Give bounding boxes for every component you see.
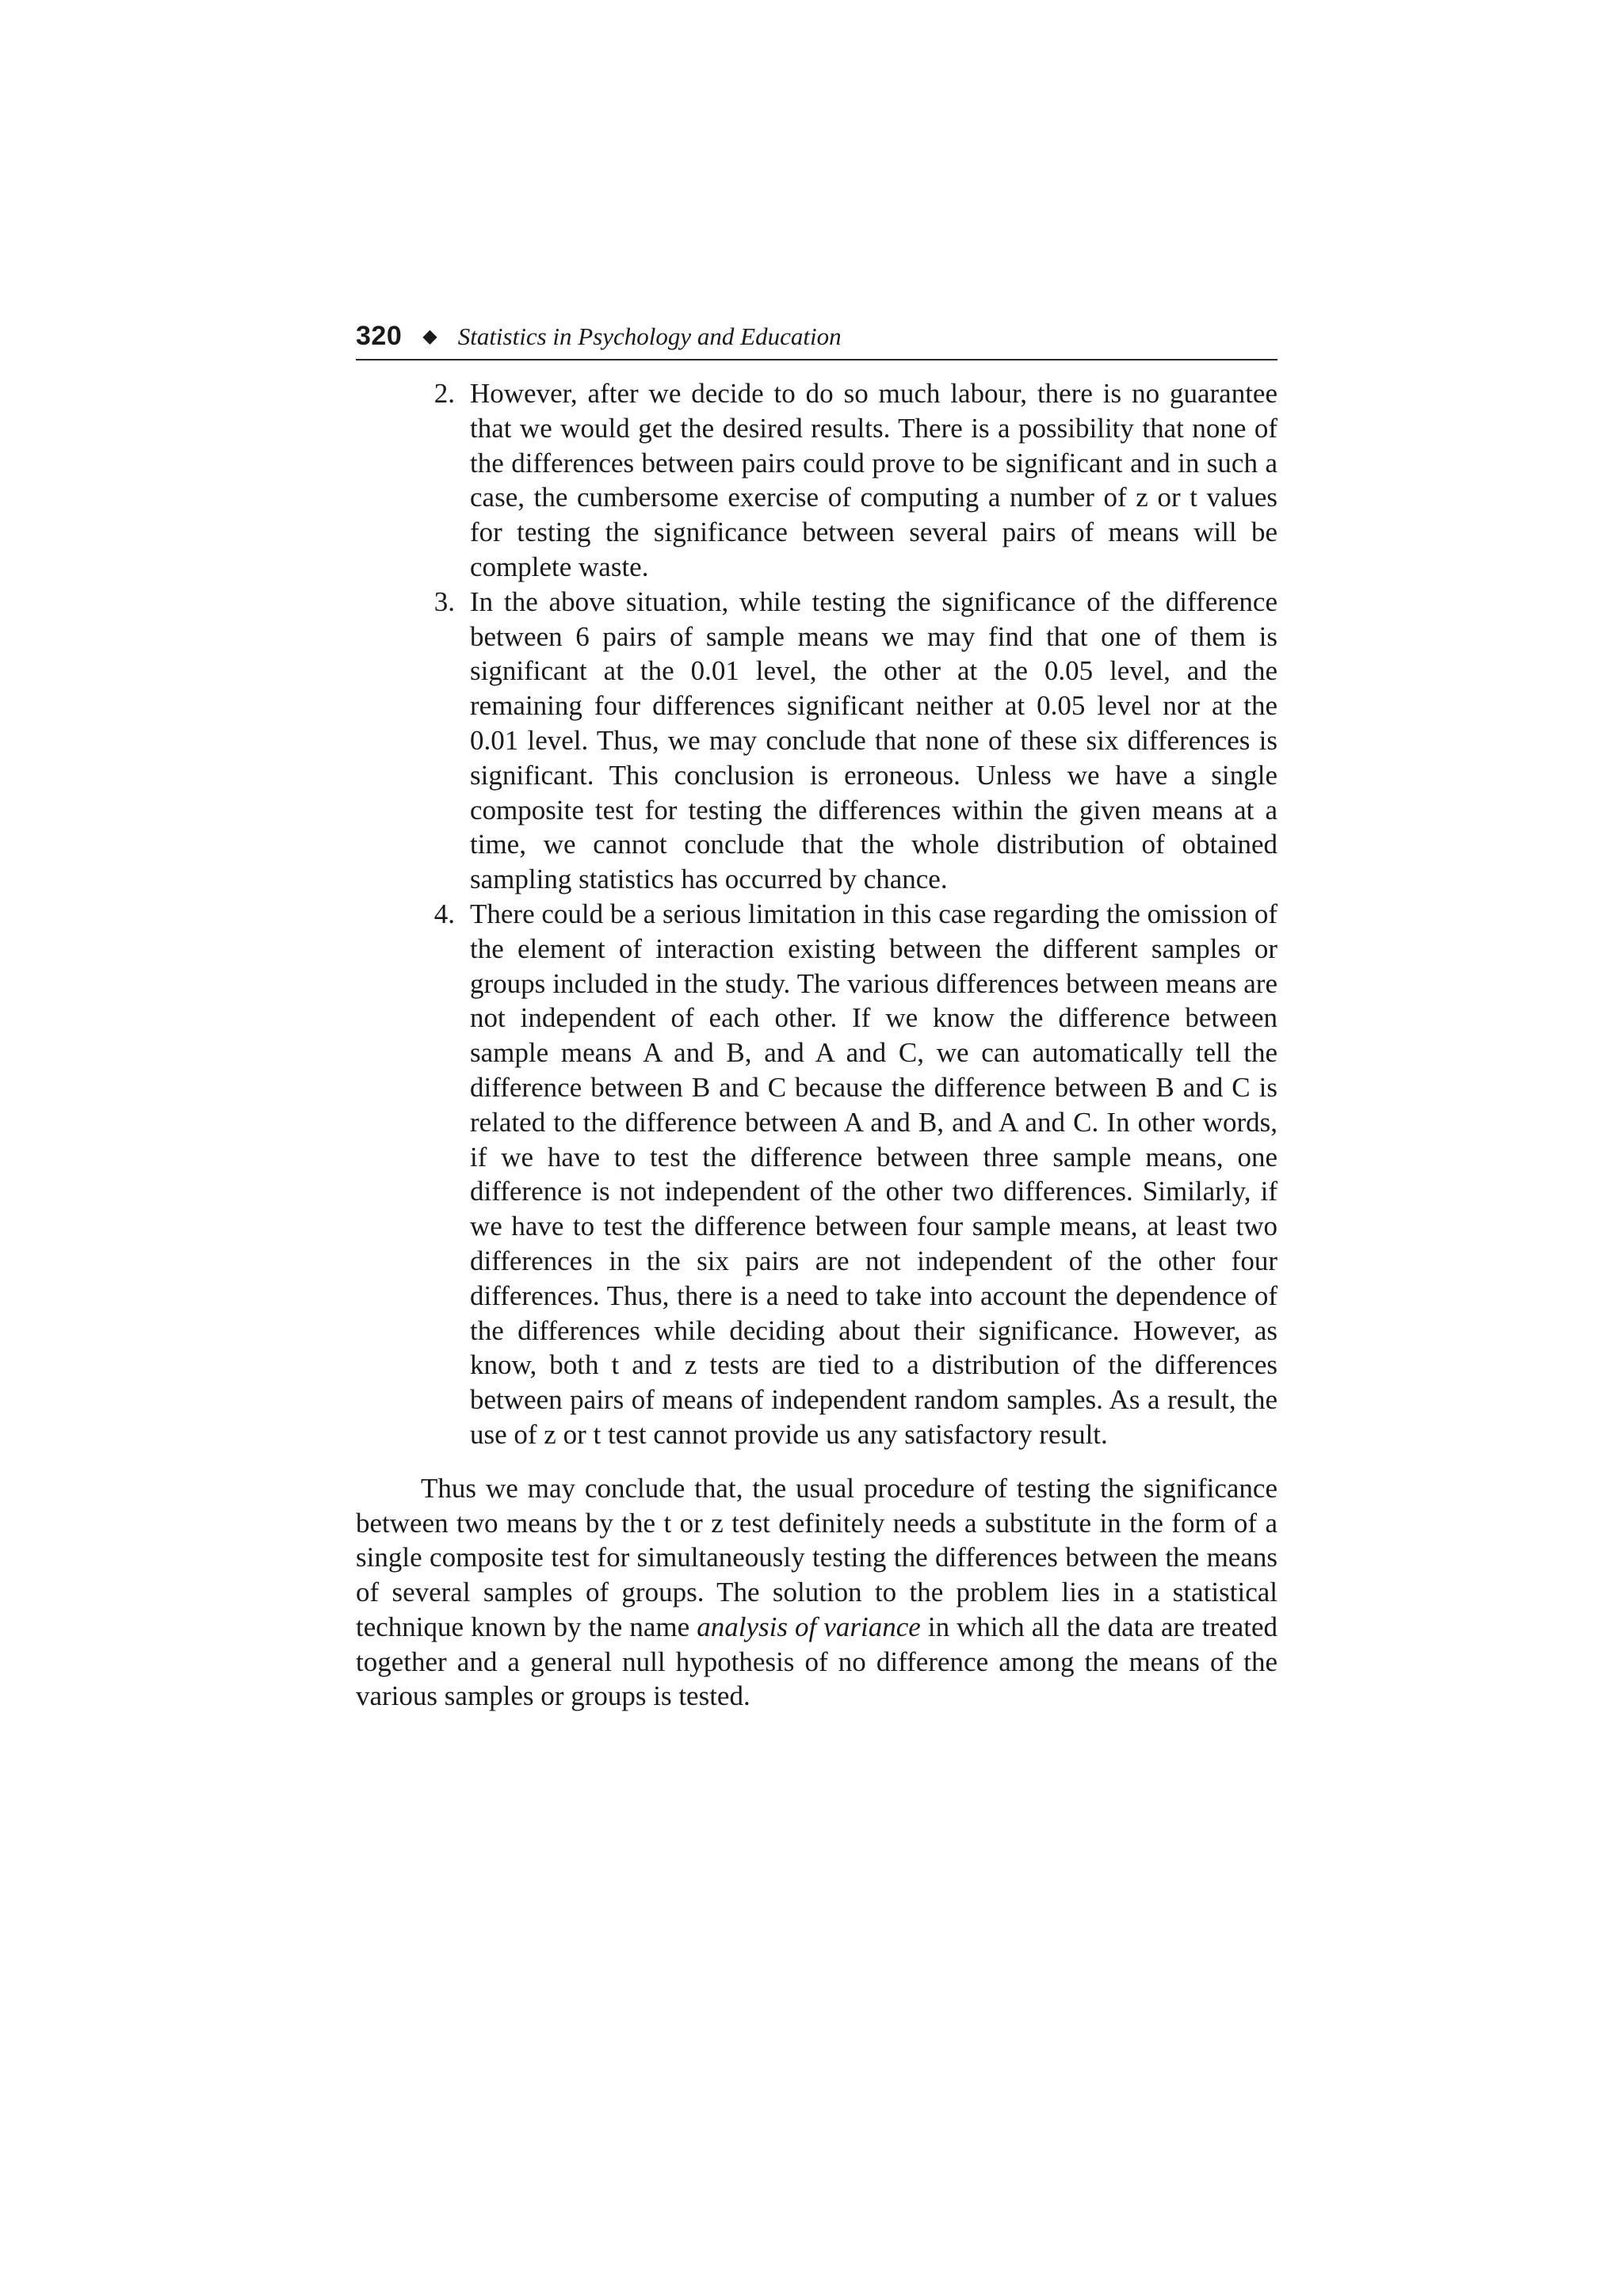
numbered-list (356, 376, 1277, 1452)
conclusion-text-after: in which all the data are treated together and a general null hypothesis of no difference among the means of the various samples or groups is tested. (356, 1611, 1277, 1712)
list-item-text: There could be a serious limitation in this case regarding the omission of the element of interaction existing between the different samples or groups included in the study. The various differences between means are not independent of each other. If we know the difference between sample means A and B, and A and C, we can automatically tell the difference between B and C because the difference between B and C is related to the difference between A and B, and A and C. In other words, if we have to test the difference between three sample means, one difference is not independent of the other two differences. Similarly, if we have to test the difference between four sample means, at least two differences in the six pairs are not independent of the other four differences. Thus, there is a need to take into account the dependence of the differences while deciding about their significance. However, as know, both t and z tests are tied to a distribution of the differences between pairs of means of independent random samples. As a result, the use of z or t test cannot provide us any satisfactory result. (470, 898, 1277, 1450)
book-page (356, 321, 1277, 1714)
list-item-number: 3. (433, 585, 455, 617)
running-head (356, 321, 1277, 360)
list-item-text: In the above situation, while testing the significance of the difference between 6 pairs of sample means we may find that one of them is significant at the 0.01 level, the other at the 0.05 level, and the remaining four differences significant neither at 0.05 level nor at the 0.01 level. Thus, we may conclude that none of these six differences is significant. This conclusion is erroneous. Unless we have a single composite test for testing the differences within the given means at a time, we cannot conclude that the whole distribution of obtained sampling statistics has occurred by chance. (470, 585, 1277, 895)
list-item-text: However, after we decide to do so much labour, there is no guarantee that we would get the desired results. There is a possibility that none of the differences between pairs could prove to be significant and in such a case, the cumbersome exercise of computing a number of z or t values for testing the significance between several pairs of means will be complete waste. (470, 378, 1277, 582)
key-term: analysis of variance (697, 1611, 921, 1642)
conclusion-paragraph (356, 1471, 1277, 1714)
list-item (356, 585, 1277, 897)
list-item-number: 2. (433, 378, 455, 409)
diamond-icon: ◆ (422, 325, 437, 347)
list-item-number: 4. (433, 898, 455, 929)
list-item (356, 897, 1277, 1452)
conclusion-text-before: Thus we may conclude that, the usual procedure of testing the significance between two means by the t or z test definitely needs a substitute in the form of a single composite test for simultaneously testing the differences between the means of several samples of groups. The solution to the problem lies in a statistical technique known by the name (356, 1472, 1277, 1642)
list-item (356, 376, 1277, 585)
page-number: 320 (356, 321, 403, 351)
book-title: Statistics in Psychology and Education (457, 322, 842, 350)
